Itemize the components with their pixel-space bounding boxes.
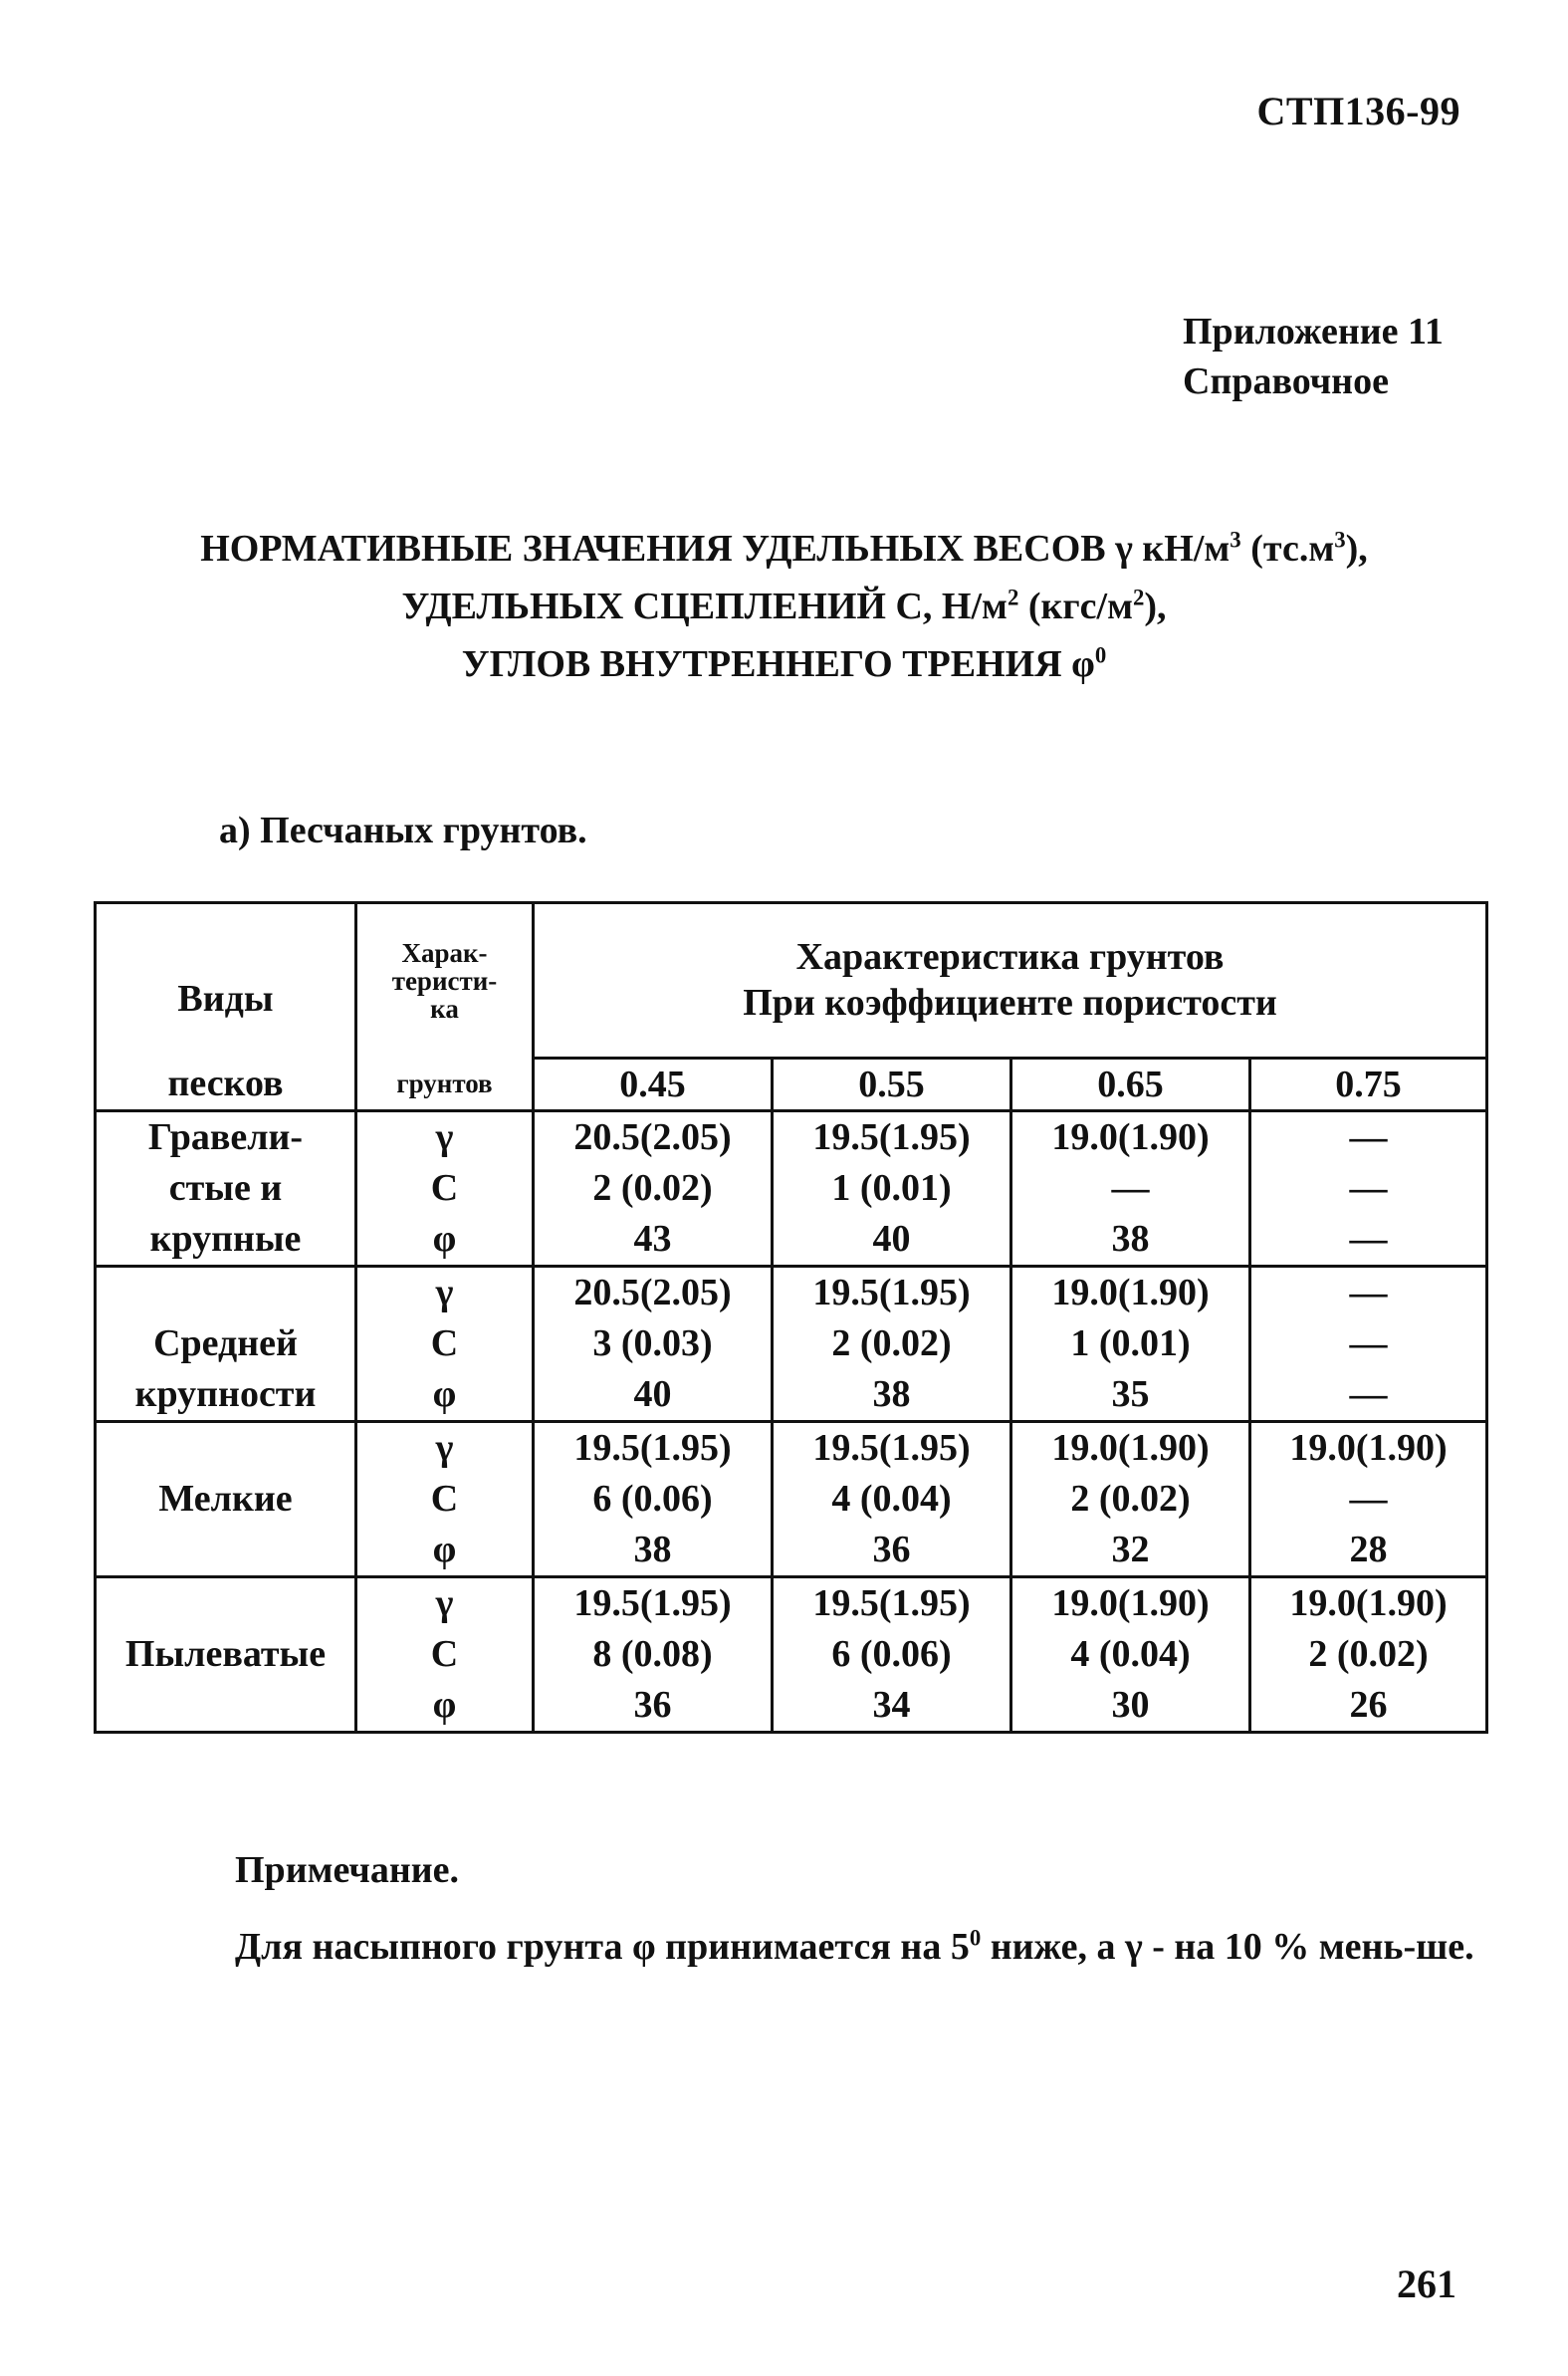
- value-cell: 2 (0.02): [1250, 1629, 1487, 1680]
- table-row: [96, 1266, 1487, 1318]
- page-title: [0, 520, 1568, 693]
- value-cell: 6 (0.06): [534, 1474, 773, 1525]
- value-cell: 36: [534, 1680, 773, 1733]
- table-subheader-row: [96, 1058, 1487, 1110]
- soil-kind-cell: Гравели-: [96, 1110, 356, 1163]
- characteristic-symbol: С: [356, 1474, 534, 1525]
- value-cell: 34: [773, 1680, 1011, 1733]
- soil-kind-cell: [96, 1266, 356, 1318]
- value-cell: 30: [1011, 1680, 1250, 1733]
- porosity-055: 0.55: [773, 1058, 1011, 1110]
- value-cell: 35: [1011, 1369, 1250, 1422]
- value-cell: —: [1011, 1163, 1250, 1214]
- table-row: [96, 1214, 1487, 1267]
- soil-kind-cell: крупные: [96, 1214, 356, 1267]
- characteristic-symbol: γ: [356, 1421, 534, 1474]
- table-header-row: [96, 903, 1487, 1059]
- value-cell: —: [1250, 1318, 1487, 1369]
- value-cell: 19.5(1.95): [534, 1576, 773, 1629]
- table-body: [96, 1110, 1487, 1732]
- table-row: [96, 1110, 1487, 1163]
- value-cell: 3 (0.03): [534, 1318, 773, 1369]
- value-cell: 38: [534, 1525, 773, 1577]
- section-subtitle: а) Песчаных грунтов.: [219, 810, 587, 851]
- value-cell: —: [1250, 1369, 1487, 1422]
- soil-kind-cell: стые и: [96, 1163, 356, 1214]
- characteristic-symbol: γ: [356, 1110, 534, 1163]
- soil-kind-cell: [96, 1525, 356, 1577]
- char-header-line: теристи-: [391, 966, 498, 996]
- value-cell: 20.5(2.05): [534, 1266, 773, 1318]
- table-row: [96, 1525, 1487, 1577]
- characteristic-symbol: γ: [356, 1576, 534, 1629]
- characteristic-symbol: φ: [356, 1369, 534, 1422]
- soil-kind-cell: Пылеватые: [96, 1629, 356, 1680]
- value-cell: 19.0(1.90): [1250, 1421, 1487, 1474]
- value-cell: 19.0(1.90): [1011, 1266, 1250, 1318]
- value-cell: 2 (0.02): [773, 1318, 1011, 1369]
- value-cell: 4 (0.04): [773, 1474, 1011, 1525]
- characteristic-symbol: φ: [356, 1214, 534, 1267]
- col-kind-header-bottom: песков: [96, 1058, 356, 1110]
- value-cell: 6 (0.06): [773, 1629, 1011, 1680]
- page-number: 261: [1397, 2261, 1456, 2306]
- note-text: Для насыпного грунта φ принимается на $5^0$ ниже, а γ - на 10 % мень-ше.: [235, 1925, 1474, 1968]
- value-cell: 2 (0.02): [1011, 1474, 1250, 1525]
- value-cell: —: [1250, 1474, 1487, 1525]
- value-cell: 1 (0.01): [773, 1163, 1011, 1214]
- soil-kind-cell: Мелкие: [96, 1474, 356, 1525]
- title-line-3: УГЛОВ ВНУТРЕННЕГО ТРЕНИЯ $\varphi^0$: [461, 642, 1107, 685]
- characteristic-symbol: φ: [356, 1525, 534, 1577]
- value-cell: —: [1250, 1110, 1487, 1163]
- note-title: Примечание.: [235, 1849, 459, 1891]
- group-header-line-2: При коэффициенте пористости: [743, 982, 1277, 1025]
- soil-kind-cell: [96, 1421, 356, 1474]
- value-cell: 19.5(1.95): [534, 1421, 773, 1474]
- title-line-2: УДЕЛЬНЫХ СЦЕПЛЕНИЙ С, $Н/м^2$ $(кгс/м^2)$,: [401, 585, 1167, 627]
- soil-kind-cell: Средней: [96, 1318, 356, 1369]
- table-row: [96, 1369, 1487, 1422]
- value-cell: 19.5(1.95): [773, 1266, 1011, 1318]
- table-row: [96, 1629, 1487, 1680]
- table-row: [96, 1318, 1487, 1369]
- porosity-065: 0.65: [1011, 1058, 1250, 1110]
- value-cell: 19.5(1.95): [773, 1110, 1011, 1163]
- value-cell: 19.5(1.95): [773, 1576, 1011, 1629]
- group-header-line-1: Характеристика грунтов: [795, 936, 1225, 979]
- table-row: [96, 1474, 1487, 1525]
- soil-kind-cell: [96, 1576, 356, 1629]
- value-cell: 19.0(1.90): [1011, 1110, 1250, 1163]
- char-header-line: Харак-: [401, 938, 488, 968]
- value-cell: 19.5(1.95): [773, 1421, 1011, 1474]
- value-cell: 40: [773, 1214, 1011, 1267]
- value-cell: 40: [534, 1369, 773, 1422]
- col-char-header-bottom: грунтов: [356, 1058, 534, 1110]
- col-char-header-top: [356, 903, 534, 1059]
- characteristic-symbol: γ: [356, 1266, 534, 1318]
- appendix-number: Приложение 11: [1183, 311, 1444, 353]
- value-cell: 38: [773, 1369, 1011, 1422]
- soil-kind-cell: [96, 1680, 356, 1733]
- value-cell: 26: [1250, 1680, 1487, 1733]
- value-cell: 19.0(1.90): [1011, 1576, 1250, 1629]
- char-header-line: ка: [430, 994, 459, 1024]
- value-cell: 19.0(1.90): [1011, 1421, 1250, 1474]
- characteristic-symbol: С: [356, 1163, 534, 1214]
- value-cell: 1 (0.01): [1011, 1318, 1250, 1369]
- value-cell: 38: [1011, 1214, 1250, 1267]
- value-cell: 2 (0.02): [534, 1163, 773, 1214]
- porosity-075: 0.75: [1250, 1058, 1487, 1110]
- value-cell: 36: [773, 1525, 1011, 1577]
- soil-kind-cell: крупности: [96, 1369, 356, 1422]
- value-cell: 28: [1250, 1525, 1487, 1577]
- porosity-045: 0.45: [534, 1058, 773, 1110]
- appendix-type: Справочное: [1183, 360, 1389, 402]
- value-cell: —: [1250, 1163, 1487, 1214]
- value-cell: —: [1250, 1266, 1487, 1318]
- value-cell: 8 (0.08): [534, 1629, 773, 1680]
- value-cell: —: [1250, 1214, 1487, 1267]
- characteristic-symbol: С: [356, 1629, 534, 1680]
- title-line-1: НОРМАТИВНЫЕ ЗНАЧЕНИЯ УДЕЛЬНЫХ ВЕСОВ γ $кН/м^3$ $(тс.м^3)$,: [200, 527, 1368, 570]
- value-cell: 20.5(2.05): [534, 1110, 773, 1163]
- value-cell: 4 (0.04): [1011, 1629, 1250, 1680]
- table-row: [96, 1680, 1487, 1733]
- value-cell: 43: [534, 1214, 773, 1267]
- appendix-label: [1183, 307, 1444, 406]
- col-kind-header-top: Виды: [96, 903, 356, 1059]
- characteristic-symbol: φ: [356, 1680, 534, 1733]
- table-row: [96, 1163, 1487, 1214]
- porosity-group-header: [534, 903, 1487, 1059]
- table-row: [96, 1576, 1487, 1629]
- table-row: [96, 1421, 1487, 1474]
- characteristic-symbol: С: [356, 1318, 534, 1369]
- value-cell: 19.0(1.90): [1250, 1576, 1487, 1629]
- value-cell: 32: [1011, 1525, 1250, 1577]
- document-code: СТП136-99: [1256, 89, 1460, 133]
- sand-soil-table: [94, 901, 1488, 1734]
